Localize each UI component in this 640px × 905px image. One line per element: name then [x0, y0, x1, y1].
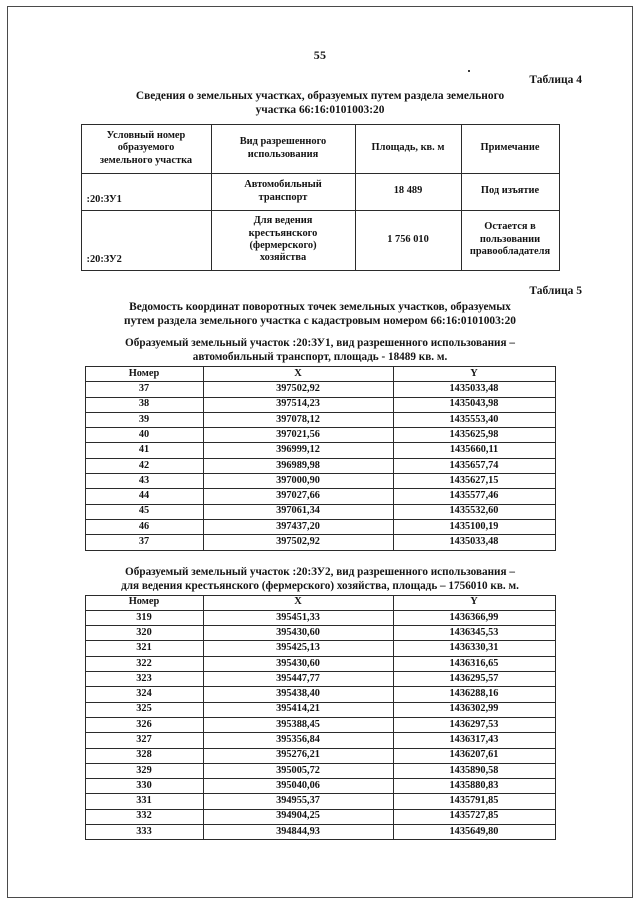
- table4-caption-line2: участка 66:16:0101003:20: [255, 104, 385, 117]
- column-header-y: Y: [393, 595, 555, 610]
- table-row: [81, 173, 559, 210]
- coord-y: 1435100,19: [393, 519, 555, 534]
- header-line: использования: [247, 148, 319, 160]
- table-row: [85, 382, 555, 397]
- coord-point-number: 329: [85, 763, 203, 778]
- table-row: [85, 779, 555, 794]
- section1-subheading-line1: Образуемый земельный участок :20:ЗУ1, вид разрешенного использования –: [125, 337, 515, 349]
- coord-y: 1435625,98: [393, 428, 555, 443]
- table-row: [85, 489, 555, 504]
- coord-point-number: 46: [85, 519, 203, 534]
- table-row: [81, 210, 559, 270]
- table4-area: 1 756 010: [355, 210, 461, 270]
- coord-x: 397027,66: [203, 489, 393, 504]
- coord-point-number: 37: [85, 535, 203, 550]
- coordinates-body-zu1: [85, 382, 555, 550]
- coord-x: 397514,23: [203, 397, 393, 412]
- coord-x: 397078,12: [203, 412, 393, 427]
- table-row: [85, 504, 555, 519]
- table-row: [85, 428, 555, 443]
- coord-x: 394904,25: [203, 809, 393, 824]
- coord-x: 397061,34: [203, 504, 393, 519]
- coord-point-number: 39: [85, 412, 203, 427]
- coord-y: 1436345,53: [393, 626, 555, 641]
- note-line: правообладателя: [469, 246, 551, 258]
- use-line: Автомобильный: [244, 179, 322, 191]
- coord-point-number: 333: [85, 825, 203, 840]
- header-line: образуемого: [117, 142, 175, 154]
- coord-y: 1436366,99: [393, 610, 555, 625]
- coord-point-number: 321: [85, 641, 203, 656]
- table4-note: [461, 210, 559, 270]
- column-header-y: Y: [393, 367, 555, 382]
- table4-caption: [86, 89, 554, 118]
- coord-x: 395438,40: [203, 687, 393, 702]
- table-row: [85, 794, 555, 809]
- table-row: [85, 672, 555, 687]
- coord-x: 395451,33: [203, 610, 393, 625]
- table4-plot-id: :20:ЗУ2: [81, 210, 211, 270]
- coord-point-number: 332: [85, 809, 203, 824]
- table-row: [85, 733, 555, 748]
- coord-point-number: 44: [85, 489, 203, 504]
- coord-x: 397021,56: [203, 428, 393, 443]
- table-row: [85, 443, 555, 458]
- coord-x: 395356,84: [203, 733, 393, 748]
- coord-y: 1436288,16: [393, 687, 555, 702]
- coord-x: 395005,72: [203, 763, 393, 778]
- use-line: транспорт: [258, 191, 308, 203]
- coord-point-number: 323: [85, 672, 203, 687]
- coord-point-number: 38: [85, 397, 203, 412]
- table-row: [85, 763, 555, 778]
- section1-subheading-line2: автомобильный транспорт, площадь - 18489 кв. м.: [192, 351, 448, 363]
- table4-area: 18 489: [355, 173, 461, 210]
- table4-header-row: [81, 124, 559, 173]
- page-number: 55: [313, 48, 327, 62]
- table-row: [85, 412, 555, 427]
- table-row: [85, 717, 555, 732]
- table4-header-cell: [461, 124, 559, 173]
- table4-header-cell: [355, 124, 461, 173]
- table-row: [85, 626, 555, 641]
- use-line: (фермерского): [249, 240, 317, 251]
- coord-y: 1436207,61: [393, 748, 555, 763]
- coord-point-number: 319: [85, 610, 203, 625]
- table-row: [85, 702, 555, 717]
- coord-y: 1436297,53: [393, 717, 555, 732]
- coord-y: 1436317,43: [393, 733, 555, 748]
- use-line: хозяйства: [259, 252, 307, 264]
- coordinates-table-zu2: [85, 595, 556, 841]
- section2-subheading-line2: для ведения крестьянского (фермерского) хозяйства, площадь – 1756010 кв. м.: [121, 579, 519, 592]
- coord-x: 395447,77: [203, 672, 393, 687]
- coord-point-number: 330: [85, 779, 203, 794]
- coord-point-number: 331: [85, 794, 203, 809]
- coord-y: 1435880,83: [393, 779, 555, 794]
- table-row: [85, 397, 555, 412]
- table5-caption: [86, 300, 554, 329]
- coord-y: 1435043,98: [393, 397, 555, 412]
- coord-point-number: 37: [85, 382, 203, 397]
- coord-x: 397437,20: [203, 519, 393, 534]
- coord-y: 1436330,31: [393, 641, 555, 656]
- table-row: [85, 610, 555, 625]
- table5-label: Таблица 5: [529, 284, 582, 297]
- table4-permitted-use: [211, 173, 355, 210]
- coord-x: 395430,60: [203, 656, 393, 671]
- coord-y: 1435660,11: [393, 443, 555, 458]
- coord-y: 1436295,57: [393, 672, 555, 687]
- table4-header-cell: [81, 124, 211, 173]
- table4-label: Таблица 4: [529, 74, 582, 86]
- scan-artifact-dot: [468, 70, 470, 72]
- coord-x: 397502,92: [203, 535, 393, 550]
- table-row: [85, 809, 555, 824]
- table-row: [85, 687, 555, 702]
- coord-y: 1435627,15: [393, 474, 555, 489]
- coord-x: 394955,37: [203, 794, 393, 809]
- table4-permitted-use: [211, 210, 355, 270]
- coord-point-number: 328: [85, 748, 203, 763]
- coord-x: 396989,98: [203, 458, 393, 473]
- section2-subheading-line1: Образуемый земельный участок :20:ЗУ2, вид разрешенного использования –: [125, 565, 515, 578]
- coord-point-number: 45: [85, 504, 203, 519]
- coordinates-header-row: [85, 367, 555, 382]
- note-line: Остается в: [484, 221, 536, 233]
- table4: [81, 124, 560, 271]
- column-header-number: Номер: [85, 595, 203, 610]
- table-row: [85, 535, 555, 550]
- coord-y: 1435791,85: [393, 794, 555, 809]
- note-line: пользовании: [479, 233, 541, 245]
- coord-y: 1436302,99: [393, 702, 555, 717]
- coord-y: 1435577,46: [393, 489, 555, 504]
- header-line: Площадь, кв. м: [371, 142, 445, 154]
- coord-point-number: 40: [85, 428, 203, 443]
- column-header-x: X: [203, 367, 393, 382]
- coord-y: 1435649,80: [393, 825, 555, 840]
- coord-x: 395425,13: [203, 641, 393, 656]
- coord-y: 1435553,40: [393, 412, 555, 427]
- coord-x: 395414,21: [203, 702, 393, 717]
- coord-point-number: 324: [85, 687, 203, 702]
- coord-y: 1435890,58: [393, 763, 555, 778]
- coord-y: 1435657,74: [393, 458, 555, 473]
- table-row: [85, 458, 555, 473]
- table-row: [85, 748, 555, 763]
- coord-x: 397502,92: [203, 382, 393, 397]
- note-line: Под изъятие: [480, 185, 540, 197]
- coord-point-number: 43: [85, 474, 203, 489]
- coord-point-number: 42: [85, 458, 203, 473]
- coord-point-number: 320: [85, 626, 203, 641]
- header-line: Примечание: [480, 142, 540, 154]
- header-line: земельного участка: [99, 154, 193, 166]
- table4-caption-line1: Сведения о земельных участках, образуемых путем раздела земельного: [135, 90, 505, 102]
- table-row: [85, 519, 555, 534]
- table-row: [85, 825, 555, 840]
- column-header-number: Номер: [85, 367, 203, 382]
- header-line: Условный номер: [106, 129, 186, 141]
- coord-x: 395276,21: [203, 748, 393, 763]
- section1-subheading: [85, 336, 555, 364]
- coord-x: 395040,06: [203, 779, 393, 794]
- header-line: Вид разрешенного: [239, 136, 327, 148]
- coord-point-number: 41: [85, 443, 203, 458]
- coord-point-number: 326: [85, 717, 203, 732]
- use-line: крестьянского: [248, 227, 318, 239]
- table4-header-cell: [211, 124, 355, 173]
- coordinates-body-zu2: [85, 610, 555, 839]
- coord-y: 1435532,60: [393, 504, 555, 519]
- table4-plot-id: :20:ЗУ1: [81, 173, 211, 210]
- coord-x: 395388,45: [203, 717, 393, 732]
- coord-x: 394844,93: [203, 825, 393, 840]
- coord-point-number: 325: [85, 702, 203, 717]
- coord-y: 1436316,65: [393, 656, 555, 671]
- table-row: [85, 474, 555, 489]
- coord-x: 396999,12: [203, 443, 393, 458]
- section2-subheading: [85, 565, 555, 593]
- coord-y: 1435033,48: [393, 382, 555, 397]
- coord-point-number: 327: [85, 733, 203, 748]
- coord-y: 1435727,85: [393, 809, 555, 824]
- coordinates-header-row: [85, 595, 555, 610]
- coord-y: 1435033,48: [393, 535, 555, 550]
- coord-x: 395430,60: [203, 626, 393, 641]
- coord-point-number: 322: [85, 656, 203, 671]
- table4-note: [461, 173, 559, 210]
- column-header-x: X: [203, 595, 393, 610]
- table-row: [85, 641, 555, 656]
- coord-x: 397000,90: [203, 474, 393, 489]
- table-row: [85, 656, 555, 671]
- table5-caption-line1: Ведомость координат поворотных точек земельных участков, образуемых: [129, 300, 511, 313]
- coordinates-table-zu1: [85, 366, 556, 551]
- table5-caption-line2: путем раздела земельного участка с кадастровым номером 66:16:0101003:20: [124, 314, 516, 327]
- use-line: Для ведения: [253, 215, 313, 227]
